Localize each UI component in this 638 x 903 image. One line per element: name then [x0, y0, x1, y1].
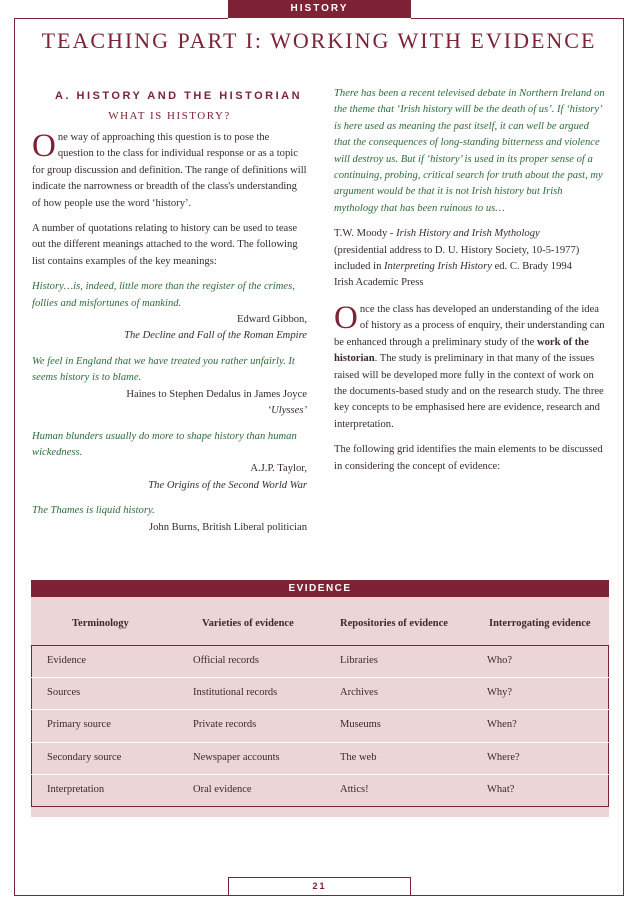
quote-text: We feel in England that we have treated you rather unfairly. It seems history is to blame. — [32, 355, 295, 384]
table-cell: Museums — [340, 719, 381, 730]
left-column — [32, 130, 307, 536]
quote-author: Haines to Stephen Dedalus in James Joyce — [126, 388, 307, 400]
table-cell: Secondary source — [47, 752, 122, 763]
table-cell: Archives — [340, 687, 378, 698]
quote-author: Edward Gibbon, — [236, 314, 307, 326]
moody-quote: There has been a recent televised debate in Northern Ireland on the theme that ‘Irish history will be the death of us’. If ‘history’ is here used as meaning the past itself, it can well be argued that the consequences of long-standing bitterness and violence will destroy us. But if ‘history’ is used in its proper sense of a continuing, probing, critical search for truth about the past, my argument would be that it is not Irish history but Irish mythology that has been ruinous to us… — [334, 88, 605, 214]
citation-line-2: (presidential address to D. U. History Society, 10-5-1977) — [334, 244, 580, 256]
sub-heading: WHAT IS HISTORY? — [108, 110, 231, 122]
table-cell: Attics! — [340, 784, 369, 795]
table-cell: Institutional records — [193, 687, 278, 698]
quote-author: John Burns, British Liberal politician — [148, 521, 307, 533]
grid-intro: The following grid identifies the main elements to be discussed in considering the concept of evidence: — [334, 444, 603, 472]
quote-source: ‘Ulysses’ — [267, 405, 307, 417]
table-cell: When? — [487, 719, 517, 730]
evidence-title-bar: EVIDENCE — [31, 580, 609, 597]
table-cell: Where? — [487, 752, 520, 763]
drop-cap: O — [334, 299, 358, 336]
quote-text: Human blunders usually do more to shape history than human wickedness. — [32, 430, 297, 458]
table-cell: Why? — [487, 687, 513, 698]
table-cell: Interpretation — [47, 784, 105, 795]
table-cell: Newspaper accounts — [193, 752, 280, 763]
evidence-grid-border — [31, 645, 609, 807]
table-cell: Evidence — [47, 655, 87, 666]
table-cell: Private records — [193, 719, 257, 730]
column-header: Repositories of evidence — [340, 618, 448, 629]
row-divider — [31, 742, 609, 743]
table-cell: Sources — [47, 687, 81, 698]
right-column — [334, 86, 606, 475]
table-cell: Official records — [193, 655, 259, 666]
quote-source: The Origins of the Second World War — [148, 479, 307, 491]
column-header: Terminology — [72, 618, 129, 629]
citation-line-3: included in Interpreting Irish History ed. C. Brady 1994 — [334, 261, 572, 273]
citation-line-1: T.W. Moody - Irish History and Irish Mythology — [334, 228, 540, 240]
drop-cap: O — [32, 128, 56, 164]
column-header: Varieties of evidence — [202, 618, 294, 629]
table-cell: The web — [340, 752, 377, 763]
row-divider — [31, 677, 609, 678]
quote-text: History…is, indeed, little more than the register of the crimes, follies and misfortunes of mankind. — [32, 281, 295, 309]
page-title: TEACHING PART I: WORKING WITH EVIDENCE — [41, 28, 597, 53]
table-cell: What? — [487, 784, 515, 795]
table-cell: Oral evidence — [193, 784, 252, 795]
section-tab: HISTORY — [228, 0, 411, 18]
quote-author: A.J.P. Taylor, — [250, 463, 307, 475]
historian-paragraph: Once the class has developed an understanding of the idea of history as a process of enquiry, their understanding can be enhanced through a preliminary study of the work of the historian. The study is preliminary in that many of the issues raised will be developed more fully in the context of work on the documents-based study and on the research study. The three key concepts to be emphasised here are evidence, research and interpretation. — [334, 299, 605, 430]
intro-paragraph: One way of approaching this question is to pose the question to the class for individual response or as a topic for group discussion and definition. The range of definitions will indicate the narrowness or breadth of the class's understanding of how people use the word ‘history’. — [32, 128, 307, 209]
row-divider — [31, 774, 609, 775]
section-heading: A. HISTORY AND THE HISTORIAN — [55, 90, 303, 102]
quote-source: The Decline and Fall of the Roman Empire — [124, 330, 307, 342]
citation-line-4: Irish Academic Press — [334, 277, 424, 289]
page-number: 21 — [228, 877, 411, 896]
quote-text: The Thames is liquid history. — [32, 505, 155, 517]
row-divider — [31, 709, 609, 710]
table-cell: Who? — [487, 655, 513, 666]
quotations-intro: A number of quotations relating to history can be used to tease out the different meanings attached to the word. The following list contains examples of the key meanings: — [32, 223, 298, 267]
table-cell: Primary source — [47, 719, 111, 730]
table-cell: Libraries — [340, 655, 378, 666]
column-header: Interrogating evidence — [489, 618, 591, 629]
